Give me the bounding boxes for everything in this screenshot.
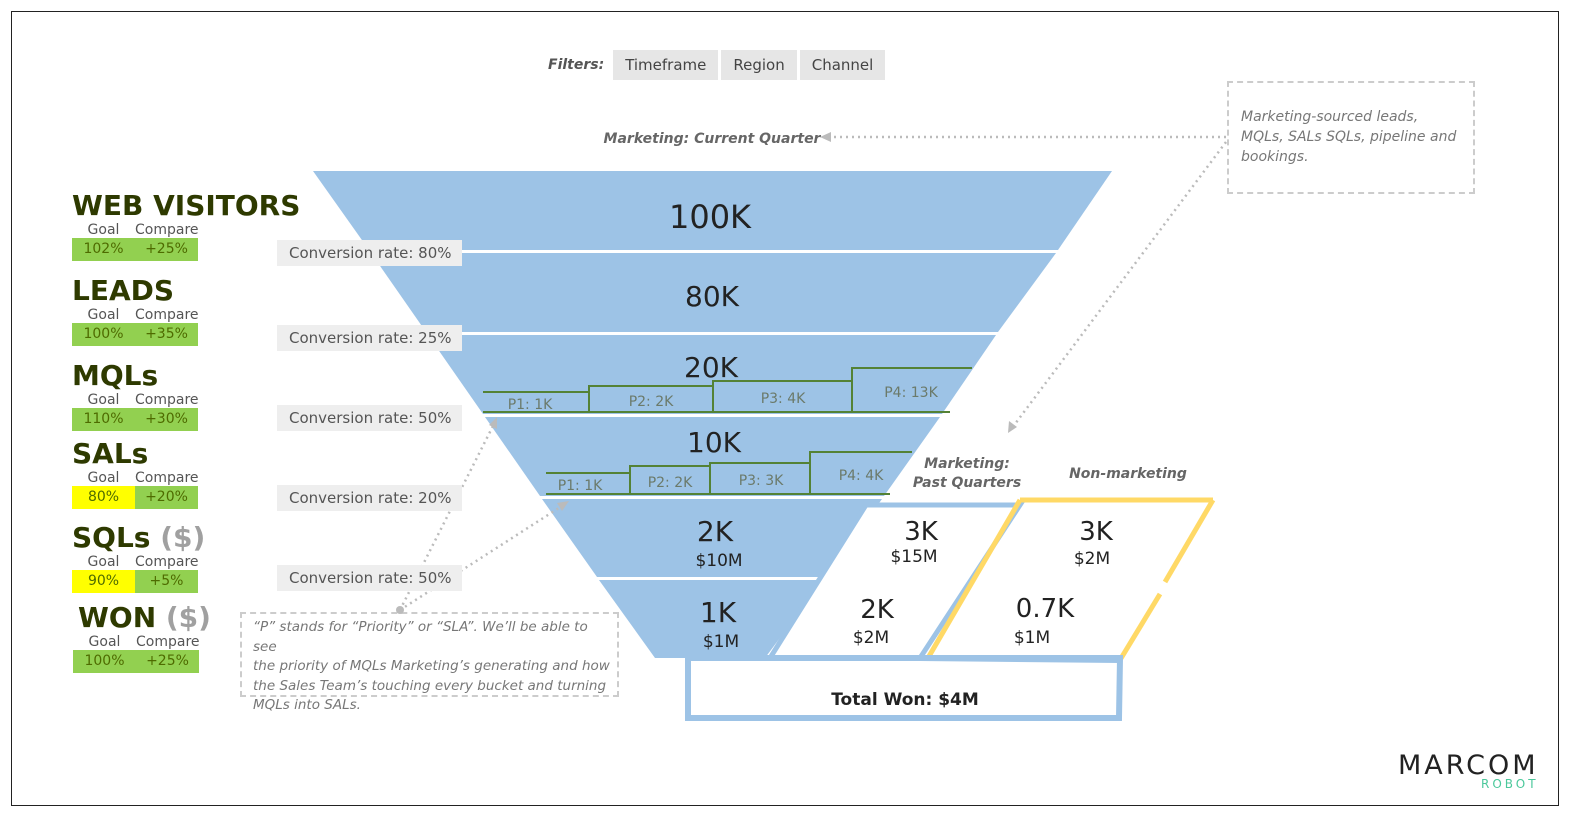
- goal-value: 90%: [72, 570, 135, 593]
- arrow-head: [820, 132, 831, 142]
- funnel-value-sals: 10K: [687, 426, 741, 459]
- funnel-value-sqls: 2K: [696, 515, 734, 548]
- nonmkt-won-value: 0.7K: [1015, 594, 1075, 624]
- funnel-value-won: 1K: [699, 596, 737, 629]
- past-quarters-heading-2: Past Quarters: [912, 475, 1022, 491]
- past-sqls-money: $15M: [890, 547, 938, 567]
- compare-value: +30%: [135, 408, 198, 431]
- metric-suffix: ($): [160, 521, 206, 554]
- marcom-robot-logo: [1398, 752, 1539, 790]
- goal-label: Goal: [87, 307, 120, 323]
- note-line: MQLs into SALs.: [253, 697, 361, 713]
- funnel-value-web-visitors: 100K: [668, 198, 752, 236]
- goal-label: Goal: [87, 470, 120, 486]
- goal-value: 100%: [72, 323, 135, 346]
- current-quarter-heading: Marketing: Current Quarter: [603, 131, 821, 147]
- conversion-rate-4: Conversion rate: 20%: [277, 485, 462, 511]
- goal-label: Goal: [87, 392, 120, 408]
- metric-name: WON ($): [78, 601, 211, 634]
- metric-name: SQLs ($): [72, 521, 206, 554]
- filters-label: Filters:: [548, 57, 605, 73]
- note-line: the priority of MQLs Marketing’s generating and how: [253, 658, 610, 674]
- sal-priority-p2: P2: 2K: [647, 475, 693, 491]
- funnel-value-leads: 80K: [685, 280, 739, 313]
- goal-label: Goal: [88, 634, 121, 650]
- goal-value: 110%: [72, 408, 135, 431]
- total-won-label: Total Won: $4M: [831, 690, 979, 710]
- nonmkt-won-money: $1M: [1013, 628, 1051, 648]
- note-line: the Sales Team’s touching every bucket and turning: [253, 677, 607, 694]
- compare-label: Compare: [135, 307, 199, 323]
- mql-priority-p2: P2: 2K: [628, 394, 674, 410]
- filter-region-button[interactable]: Region: [721, 50, 796, 80]
- compare-label: Compare: [135, 222, 199, 238]
- goal-label: Goal: [87, 554, 120, 570]
- compare-value: +5%: [135, 570, 198, 593]
- past-won-value: 2K: [860, 595, 894, 625]
- mql-priority-p1: P1: 1K: [507, 397, 553, 413]
- metric-name: SALs: [72, 437, 149, 470]
- funnel-money-won: $1M: [702, 632, 740, 652]
- conversion-rate-3: Conversion rate: 50%: [277, 405, 462, 431]
- past-won-money: $2M: [852, 628, 890, 648]
- compare-label: Compare: [135, 392, 199, 408]
- filter-channel-button[interactable]: Channel: [800, 50, 886, 80]
- arrow-origin-dot: [396, 606, 404, 614]
- non-marketing-heading: Non-marketing: [1069, 466, 1187, 482]
- goal-value: 80%: [72, 486, 135, 509]
- compare-value: +35%: [135, 323, 198, 346]
- goal-label: Goal: [87, 222, 120, 238]
- sal-priority-p4: P4: 4K: [838, 468, 884, 484]
- nonmkt-sqls-money: $2M: [1073, 549, 1111, 569]
- note-line: “P” stands for “Priority” or “SLA”. We’ll be able to see: [253, 619, 588, 655]
- past-sqls-value: 3K: [904, 517, 938, 547]
- sal-priority-p3: P3: 3K: [738, 473, 784, 489]
- compare-label: Compare: [136, 634, 200, 650]
- logo-line-1: MARCOM: [1398, 750, 1539, 781]
- filter-timeframe-button[interactable]: Timeframe: [613, 50, 718, 80]
- compare-value: +20%: [135, 486, 198, 509]
- metric-name: MQLs: [72, 359, 159, 392]
- arrow-head: [1008, 421, 1017, 433]
- compare-label: Compare: [135, 470, 199, 486]
- note-line: Marketing-sourced leads,: [1241, 109, 1419, 125]
- note-line: MQLs, SALs SQLs, pipeline and: [1241, 129, 1457, 145]
- goal-value: 102%: [72, 238, 135, 261]
- logo-line-2: ROBOT: [1481, 777, 1539, 791]
- goal-value: 100%: [73, 650, 136, 673]
- compare-value: +25%: [135, 238, 198, 261]
- metric-suffix: ($): [165, 601, 211, 634]
- metric-name: WEB VISITORS: [72, 189, 301, 222]
- funnel-value-mqls: 20K: [684, 351, 738, 384]
- mql-priority-p4: P4: 13K: [884, 385, 938, 401]
- conversion-rate-2: Conversion rate: 25%: [277, 325, 462, 351]
- conversion-rate-1: Conversion rate: 80%: [277, 240, 462, 266]
- compare-value: +25%: [136, 650, 199, 673]
- sal-priority-p1: P1: 1K: [557, 478, 603, 494]
- past-quarters-heading-1: Marketing:: [924, 456, 1010, 472]
- compare-label: Compare: [135, 554, 199, 570]
- mql-priority-p3: P3: 4K: [760, 391, 806, 407]
- note-line: bookings.: [1241, 149, 1309, 165]
- conversion-rate-5: Conversion rate: 50%: [277, 565, 462, 591]
- metric-name: LEADS: [72, 274, 175, 307]
- funnel-money-sqls: $10M: [695, 551, 743, 571]
- nonmkt-sqls-value: 3K: [1079, 517, 1113, 547]
